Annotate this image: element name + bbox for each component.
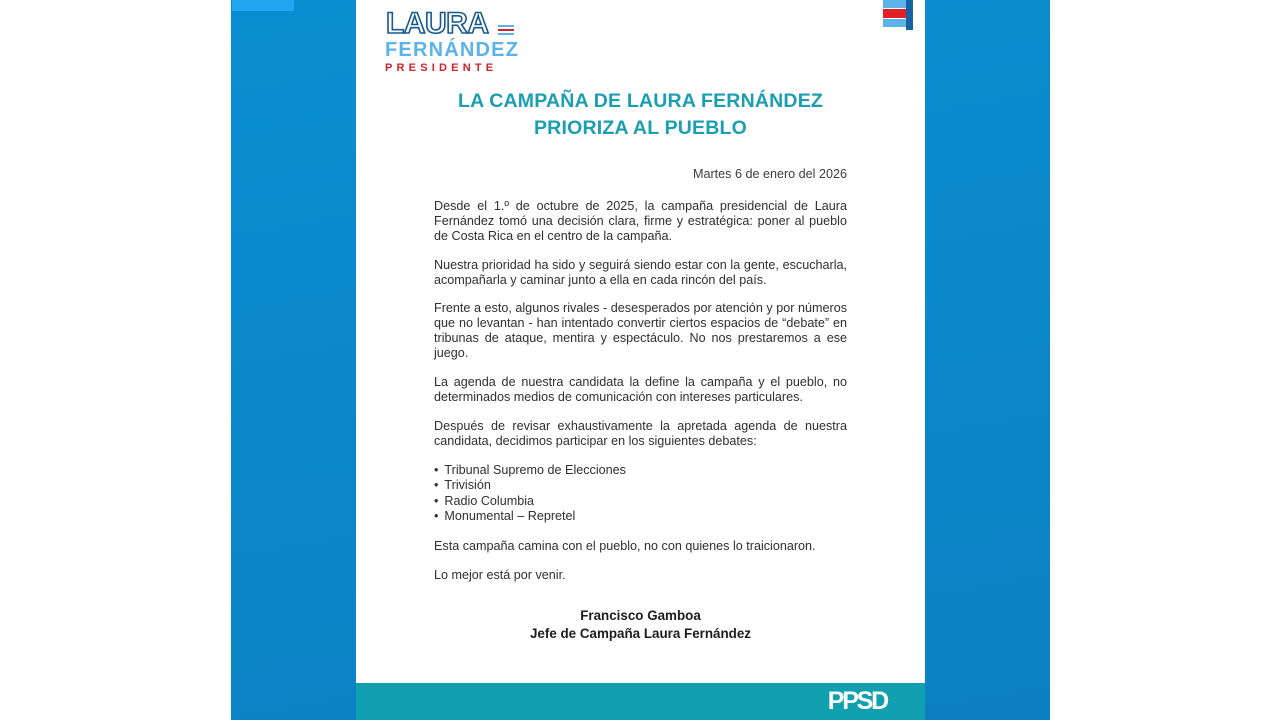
paragraph: Frente a esto, algunos rivales - desesperados por atención y por números que no levantan - han intentado convertir ciertos espacios de “debate” en tribunas de ataque, mentira y espectáculo. No nos prestaremos a ese juego. <box>434 301 847 361</box>
page-title <box>356 88 925 142</box>
list-item: • Tribunal Supremo de Elecciones <box>434 463 847 479</box>
closing-paragraph: Esta campaña camina con el pueblo, no con quienes lo traicionaron. <box>434 539 816 554</box>
headline-line-1: LA CAMPAÑA DE LAURA FERNÁNDEZ <box>457 90 824 112</box>
debate-list <box>434 463 847 525</box>
list-item: • Monumental – Repretel <box>434 509 847 525</box>
signature-block <box>434 607 847 643</box>
signature-role: Jefe de Campaña Laura Fernández <box>529 625 752 641</box>
letter-body <box>356 167 925 643</box>
laura-fernandez-logo <box>385 7 531 74</box>
closing-paragraph: Lo mejor está por venir. <box>434 567 566 582</box>
logo-flag-accent-icon <box>498 25 514 36</box>
press-release-card <box>356 0 925 683</box>
ppsd-logo: PPSD <box>827 687 887 715</box>
headline-line-2: PRIORIZA AL PUEBLO <box>533 117 748 139</box>
paragraph: Después de revisar exhaustivamente la apretada agenda de nuestra candidata, decidimos participar en los siguientes debates: <box>434 418 847 448</box>
accent-strip <box>232 0 294 11</box>
card-header <box>356 0 925 88</box>
logo-text-presidente: PRESIDENTE <box>385 62 498 74</box>
paragraph: Desde el 1.º de octubre de 2025, la campaña presidencial de Laura Fernández tomó una decisión clara, firme y estratégica: poner al pueblo de Costa Rica en el centro de la campaña. <box>434 198 847 243</box>
list-item: • Radio Columbia <box>434 494 847 510</box>
paragraph: La agenda de nuestra candidata la define la campaña y el pueblo, no determinados medios de comunicación con intereses particulares. <box>434 375 847 404</box>
list-item: • Trivisión <box>434 478 847 494</box>
costa-rica-flag-icon <box>883 0 913 30</box>
signature-name: Francisco Gamboa <box>580 607 701 623</box>
logo-text-fernandez: FERNÁNDEZ <box>385 39 520 61</box>
card-footer <box>356 683 925 720</box>
paragraph: Nuestra prioridad ha sido y seguirá siendo estar con la gente, escucharla, acompañarla y caminar junto a ella en cada rincón del país. <box>434 257 847 287</box>
date-text: Martes 6 de enero del 2026 <box>692 167 847 181</box>
logo-text-laura: LAURA <box>386 7 489 40</box>
